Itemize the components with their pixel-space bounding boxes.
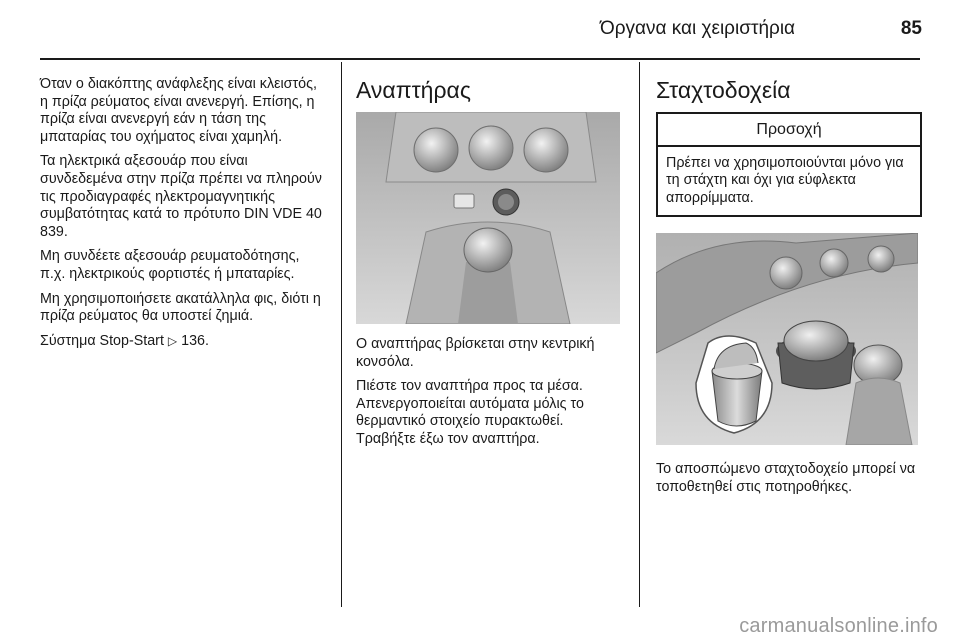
watermark: carmanualsonline.info <box>739 615 938 637</box>
paragraph: Τα ηλεκτρικά αξεσουάρ που είναι συνδεδεμένα στην πρίζα πρέπει να πληρούν τις προδιαγραφές ηλεκτρομαγνητικής συμβατότητας κατά το πρότυπο DIN VDE 40 839. <box>40 153 322 240</box>
column-divider <box>341 62 342 607</box>
caution-text: Πρέπει να χρησιμοποιούνται μόνο για τη στάχτη και όχι για εύφλεκτα απορρίμματα. <box>666 154 904 206</box>
paragraph: Όταν ο διακόπτης ανάφλεξης είναι κλειστός, η πρίζα ρεύματος είναι ανενεργή. Επίσης, η πρίζα είναι ανενεργή εάν η τάση της μπαταρίας του οχήματος είναι χαμηλή. <box>40 76 317 145</box>
crossref-line <box>40 333 328 351</box>
paragraph: Ο αναπτήρας βρίσκεται στην κεντρική κονσόλα. <box>356 336 595 370</box>
column-2 <box>356 76 622 456</box>
column-divider <box>639 62 640 607</box>
paragraph: Το αποσπώμενο σταχτοδοχείο μπορεί να τοποθετηθεί στις ποτηροθήκες. <box>656 461 916 495</box>
ashtray-figure <box>656 233 918 445</box>
crossref-page[interactable]: 136. <box>181 332 209 349</box>
caution-title: Προσοχή <box>658 114 920 147</box>
ashtray-illustration <box>656 233 918 445</box>
cigarette-lighter-illustration <box>356 112 620 324</box>
page-ref-icon: ▷ <box>167 333 178 348</box>
section-heading-lighter: Αναπτήρας <box>356 77 471 103</box>
crossref-text: Σύστημα Stop-Start <box>40 332 164 349</box>
page-number: 85 <box>900 18 922 39</box>
cigarette-lighter-figure <box>356 112 620 324</box>
paragraph: Μη χρησιμοποιήσετε ακατάλληλα φις, διότι η πρίζα ρεύματος θα υποστεί ζημιά. <box>40 290 321 325</box>
caution-box <box>656 112 922 217</box>
header-rule <box>40 58 920 60</box>
section-heading-ashtrays: Σταχτοδοχεία <box>656 77 791 103</box>
column-3 <box>656 76 922 504</box>
column-1 <box>40 76 328 357</box>
paragraph: Πιέστε τον αναπτήρα προς τα μέσα. Απενεργοποιείται αυτόματα μόλις το θερμαντικό στοιχείο πυρακτωθεί. Τραβήξτε έξω τον αναπτήρα. <box>356 378 584 447</box>
header-title: Όργανα και χειριστήρια <box>600 18 796 39</box>
paragraph: Μη συνδέετε αξεσουάρ ρευματοδότησης, π.χ. ηλεκτρικούς φορτιστές ή μπαταρίες. <box>40 248 300 282</box>
